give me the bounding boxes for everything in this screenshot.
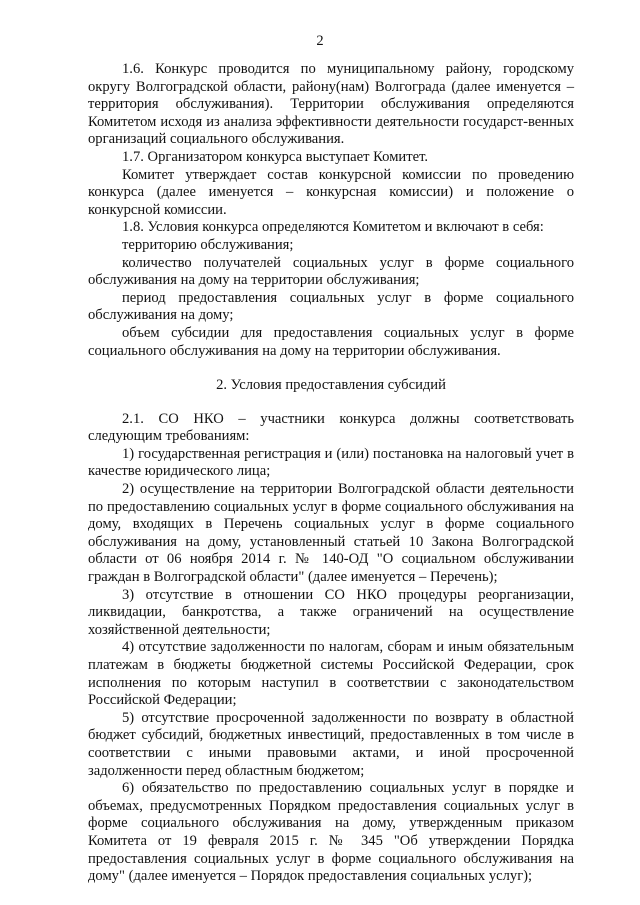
condition-period: период предоставления социальных услуг в форме социального обслуживания на дому; <box>88 289 574 324</box>
requirement-6: 6) обязательство по предоставлению социальных услуг в порядке и объемах, предусмотренных Порядком предоставления социальных услуг в форме социального обслуживания на дому, утвержденным приказом Комитета от 19 февраля 2015 г. № 345 "Об утверждении Порядка предоставления социальных услуг в форме социального обслуживания на дому" (далее именуется – Порядок предоставления социальных услуг); <box>88 780 574 885</box>
condition-territory: территорию обслуживания; <box>122 236 294 253</box>
spacer <box>88 360 574 377</box>
spacer <box>88 395 574 411</box>
requirement-4: 4) отсутствие задолженности по налогам, сборам и иным обязательным платежам в бюджеты бюджетной системы Российской Федерации, срок исполнения по которым наступил в соответствии с законодательством Российской Федерации; <box>88 639 574 709</box>
requirement-5: 5) отсутствие просроченной задолженности по возврату в областной бюджет субсидий, бюджетных инвестиций, предоставленных в том числе в соответствии с иными правовыми актами, и иной просроченной задолженности перед областным бюджетом; <box>88 709 574 779</box>
condition-recipients: количество получателей социальных услуг в форме социального обслуживания на дому на территории обслуживания; <box>88 254 574 289</box>
paragraph-commission: Комитет утверждает состав конкурсной комиссии по проведению конкурса (далее именуется – конкурсная комиссии) и положение о конкурсной комиссии. <box>88 166 574 218</box>
paragraph-2-1: 2.1. СО НКО – участники конкурса должны соответствовать следующим требованиям: <box>88 410 574 445</box>
requirement-1: 1) государственная регистрация и (или) постановка на налоговый учет в качестве юридического лица; <box>88 445 574 480</box>
requirement-2: 2) осуществление на территории Волгоградской области деятельности по предоставлению социальных услуг в форме социального обслуживания на дому, входящих в Перечень социальных услуг в форме социального обслуживания на дому, установленный статьей 10 Закона Волгоградской области от 06 ноября 2014 г. № 140-ОД "О социальном обслуживании граждан в Волгоградской области" (далее именуется – Перечень); <box>88 481 574 586</box>
page-number: 2 <box>316 33 324 49</box>
condition-subsidy-volume: объем субсидии для предоставления социальных услуг в форме социального обслуживания на дому на территории обслуживания. <box>88 324 574 359</box>
paragraph-1-6: 1.6. Конкурс проводится по муниципальному району, городскому округу Волгоградской области, району(нам) Волгограда (далее именуется – территория обслуживания). Территории обслуживания определяются Комитетом исходя из анализа эффективности деятельности государст-венных организаций социального обслуживания. <box>88 61 574 148</box>
document-body <box>88 61 574 886</box>
paragraph-1-8: 1.8. Условия конкурса определяются Комитетом и включают в себя: <box>122 219 544 236</box>
requirement-3: 3) отсутствие в отношении СО НКО процедуры реорганизации, ликвидации, банкротства, а также ограничений на осуществление хозяйственной деятельности; <box>88 586 574 638</box>
paragraph-1-7: 1.7. Организатором конкурса выступает Комитет. <box>122 148 429 165</box>
section-title: 2. Условия предоставления субсидий <box>216 377 446 394</box>
